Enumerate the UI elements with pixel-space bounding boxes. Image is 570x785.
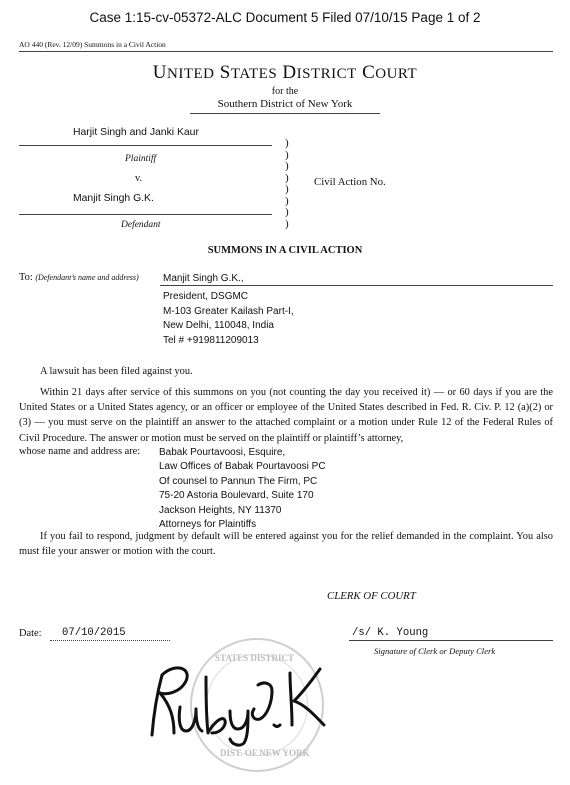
defendant-name: Manjit Singh G.K. xyxy=(73,193,154,204)
whose-name-label: whose name and address are: xyxy=(19,446,141,457)
defendant-line xyxy=(19,214,272,215)
lawsuit-filed-text: A lawsuit has been filed against you. xyxy=(40,366,193,377)
signature-line xyxy=(349,640,553,641)
within-21-days-paragraph: Within 21 days after service of this summons on you (not counting the day you received it) — or 60 days if you are the United States or a United States agency, or an officer or employee of the United States described in Fed. R. Civ. P. 12 (a)(2) or (3) — you must serve on the plaintiff an answer to the attached complaint or a motion under Rule 12 of the Federal Rules of Civil Procedure. The answer or motion must be served on the plaintiff or plaintiff’s attorney, xyxy=(19,387,553,444)
header-divider xyxy=(19,51,553,52)
seal-bottom-text: DIST. OF NEW YORK xyxy=(220,748,310,758)
district-name: Southern District of New York xyxy=(217,98,353,110)
court-title: UNITED STATES DISTRICT COURT xyxy=(152,62,418,83)
to-hint: (Defendant’s name and address) xyxy=(35,273,139,282)
civil-action-label: Civil Action No. xyxy=(314,176,386,188)
summons-title: SUMMONS IN A CIVIL ACTION xyxy=(207,245,363,256)
handwritten-signature xyxy=(140,655,340,750)
plaintiff-line xyxy=(19,145,272,146)
default-judgment-paragraph: If you fail to respond, judgment by default will be entered against you for the relief demanded in the complaint. You also must file your answer or motion with the court. xyxy=(19,531,553,558)
date-label: Date: xyxy=(19,628,42,639)
versus-label: v. xyxy=(135,173,143,184)
case-header: Case 1:15-cv-05372-ALC Document 5 Filed 07/10/15 Page 1 of 2 xyxy=(89,10,481,25)
date-value: 07/10/2015 xyxy=(62,627,126,639)
plaintiff-name: Harjit Singh and Janki Kaur xyxy=(73,127,199,138)
to-label: To: (Defendant’s name and address) xyxy=(19,272,139,283)
for-the-label: for the xyxy=(271,86,299,97)
form-number: AO 440 (Rev. 12/09) Summons in a Civil Action xyxy=(19,40,166,49)
attorney-address: Babak Pourtavoosi, Esquire, Law Offices of Babak Pourtavoosi PC Of counsel to Pannun The Firm, PC 75-20 Astoria Boulevard, Suite 170 Jackson Heights, NY 11370 Attorneys for Plaintiffs xyxy=(159,447,326,531)
date-line xyxy=(50,640,170,641)
signature-caption: Signature of Clerk or Deputy Clerk xyxy=(374,646,496,656)
signed-by: /s/ K. Young xyxy=(352,627,429,639)
clerk-of-court-label: CLERK OF COURT xyxy=(327,590,416,602)
district-underline xyxy=(190,113,380,114)
defendant-label: Defendant xyxy=(121,220,161,230)
seal-top-text: STATES DISTRICT xyxy=(215,653,294,663)
plaintiff-label: Plaintiff xyxy=(125,154,157,164)
defendant-address: Manjit Singh G.K., President, DSGMC M-103 Greater Kailash Part-I, New Delhi, 110048, India Tel # +919811209013 xyxy=(163,273,294,346)
caption-bracket: ) ) ) ) ) ) ) ) xyxy=(285,137,289,230)
